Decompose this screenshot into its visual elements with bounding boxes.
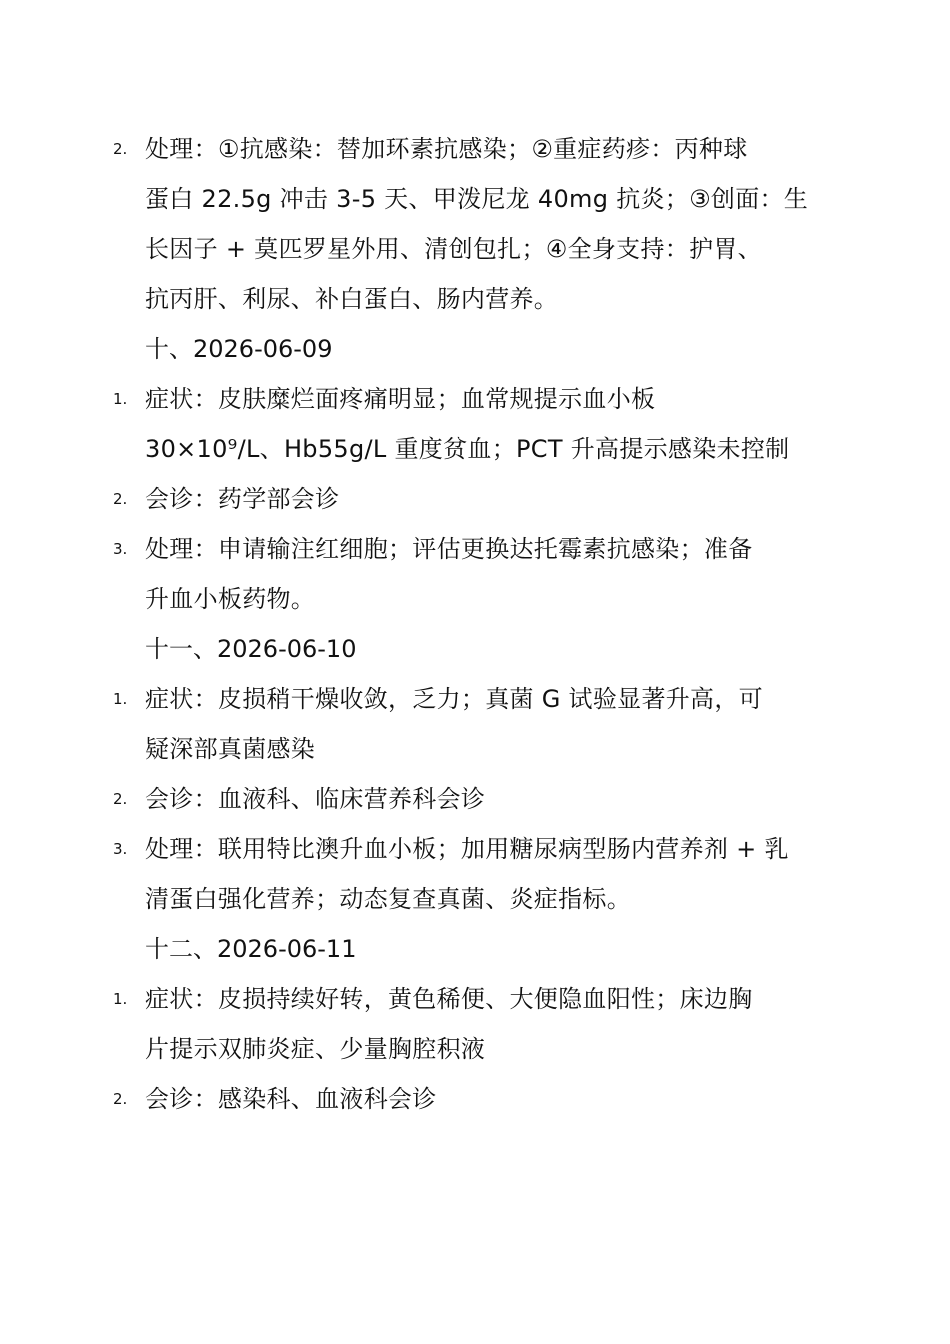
list-item-line: 清蛋白强化营养；动态复查真菌、炎症指标。 bbox=[145, 885, 631, 913]
list-item-number: 2. bbox=[113, 140, 128, 158]
list-item bbox=[0, 774, 805, 824]
list-item-text bbox=[145, 824, 805, 924]
list-item-text bbox=[145, 524, 805, 624]
list-item-text bbox=[145, 974, 805, 1074]
list-item-line: 片提示双肺炎症、少量胸腔积液 bbox=[145, 1035, 486, 1063]
list-item-number: 3. bbox=[113, 540, 128, 558]
list-item-text bbox=[145, 374, 805, 474]
list-item bbox=[0, 124, 809, 324]
list-item bbox=[0, 474, 805, 524]
list-item-text bbox=[145, 774, 805, 824]
list-item-line: 会诊：感染科、血液科会诊 bbox=[145, 1085, 437, 1113]
list-item-line: 会诊：血液科、临床营养科会诊 bbox=[145, 785, 486, 813]
list-item-line: 处理：①抗感染：替加环素抗感染；②重症药疹：丙种球 bbox=[145, 135, 748, 163]
list-item-number: 3. bbox=[113, 840, 128, 858]
list-item-number: 2. bbox=[113, 490, 128, 508]
list-item-line: 抗丙肝、利尿、补白蛋白、肠内营养。 bbox=[145, 285, 559, 313]
list-item-text bbox=[145, 674, 805, 774]
list-item-text bbox=[145, 1074, 805, 1124]
list-item-number: 1. bbox=[113, 690, 128, 708]
section-heading: 十二、2026-06-11 bbox=[145, 935, 357, 963]
list-item bbox=[0, 1074, 805, 1124]
list-item-number: 1. bbox=[113, 990, 128, 1008]
list-item-line: 症状：皮肤糜烂面疼痛明显；血常规提示血小板 bbox=[145, 385, 656, 413]
list-item bbox=[0, 674, 805, 774]
list-item-line: 升血小板药物。 bbox=[145, 585, 316, 613]
list-item-text bbox=[145, 124, 809, 324]
list-item-text bbox=[145, 474, 805, 524]
list-item bbox=[0, 524, 805, 624]
list-item bbox=[0, 824, 805, 924]
list-item bbox=[0, 374, 805, 474]
section-heading: 十一、2026-06-10 bbox=[145, 635, 357, 663]
section-heading: 十、2026-06-09 bbox=[145, 335, 333, 363]
list-item-line: 疑深部真菌感染 bbox=[145, 735, 316, 763]
list-item-line: 处理：申请输注红细胞；评估更换达托霉素抗感染；准备 bbox=[145, 535, 753, 563]
list-item-line: 处理：联用特比澳升血小板；加用糖尿病型肠内营养剂 + 乳 bbox=[145, 835, 789, 863]
list-item-number: 2. bbox=[113, 790, 128, 808]
list-item-line: 蛋白 22.5g 冲击 3-5 天、甲泼尼龙 40mg 抗炎；③创面：生 bbox=[145, 185, 809, 213]
list-item-line: 30×10⁹/L、Hb55g/L 重度贫血；PCT 升高提示感染未控制 bbox=[145, 435, 790, 463]
list-item-number: 2. bbox=[113, 1090, 128, 1108]
list-item-line: 症状：皮损稍干燥收敛，乏力；真菌 G 试验显著升高，可 bbox=[145, 685, 763, 713]
list-item-number: 1. bbox=[113, 390, 128, 408]
list-item-line: 长因子 + 莫匹罗星外用、清创包扎；④全身支持：护胃、 bbox=[145, 235, 762, 263]
document-body bbox=[0, 124, 950, 1124]
list-item-line: 症状：皮损持续好转，黄色稀便、大便隐血阳性；床边胸 bbox=[145, 985, 753, 1013]
list-item bbox=[0, 974, 805, 1074]
list-item-line: 会诊：药学部会诊 bbox=[145, 485, 340, 513]
